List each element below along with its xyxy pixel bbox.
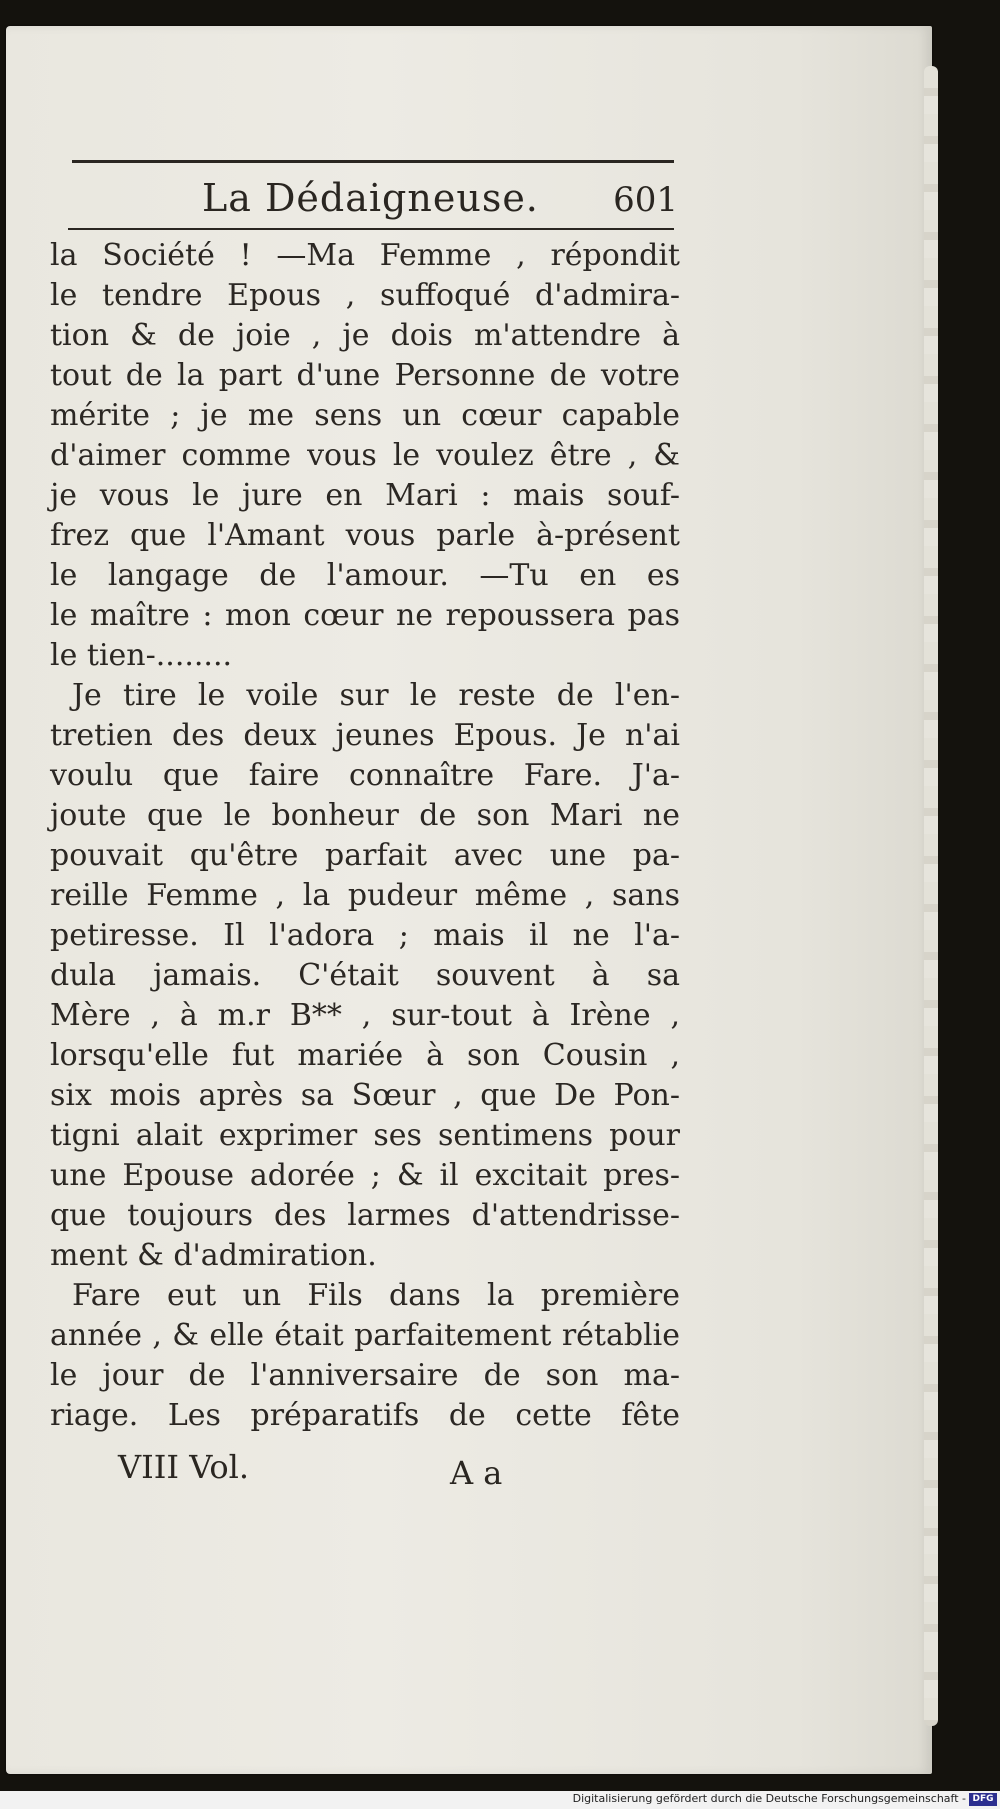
text-line: le jour de l'anniversaire de son ma-: [50, 1358, 680, 1393]
signature-mark: A a: [450, 1454, 503, 1492]
text-line: voulu que faire connaître Fare. J'a-: [50, 758, 680, 793]
text-line: le maître : mon cœur ne repoussera pas: [50, 598, 680, 633]
text-line: tretien des deux jeunes Epous. Je n'ai: [50, 718, 680, 753]
text-line: mérite ; je me sens un cœur capable: [50, 398, 680, 433]
text-line: petiresse. Il l'adora ; mais il ne l'a-: [50, 918, 680, 953]
text-line: tigni alait exprimer ses sentimens pour: [50, 1118, 680, 1153]
text-line: frez que l'Amant vous parle à-présent: [50, 518, 680, 553]
paragraph-start-line: Fare eut un Fils dans la première: [72, 1278, 680, 1313]
text-line: lorsqu'elle fut mariée à son Cousin ,: [50, 1038, 680, 1073]
text-line: Mère , à m.r B** , sur-tout à Irène ,: [50, 998, 680, 1033]
text-line: je vous le jure en Mari : mais souf-: [50, 478, 680, 513]
paragraph-start-line: Je tire le voile sur le reste de l'en-: [72, 678, 680, 713]
text-line: le tendre Epous , suffoqué d'admira-: [50, 278, 680, 313]
header-rule-bottom: [68, 228, 674, 230]
text-line: tout de la part d'une Personne de votre: [50, 358, 680, 393]
text-line: joute que le bonheur de son Mari ne: [50, 798, 680, 833]
text-line: tion & de joie , je dois m'attendre à: [50, 318, 680, 353]
text-line: que toujours des larmes d'attendrisse-: [50, 1198, 680, 1233]
volume-mark: VIII Vol.: [118, 1448, 250, 1486]
text-line: d'aimer comme vous le voulez être , &: [50, 438, 680, 473]
digitization-credit-bar: [0, 1791, 1000, 1809]
dfg-logo-icon: DFG: [969, 1793, 997, 1806]
text-line: ment & d'admiration.: [50, 1238, 377, 1273]
body-text: [50, 236, 680, 1436]
header-rule-top: [72, 160, 674, 163]
text-line: la Société ! —Ma Femme , répondit: [50, 238, 680, 273]
text-line: le tien-........: [50, 638, 233, 673]
text-line: reille Femme , la pudeur même , sans: [50, 878, 680, 913]
text-line: riage. Les préparatifs de cette fête: [50, 1398, 680, 1433]
text-line: année , & elle était parfaitement rétablie: [50, 1318, 680, 1353]
text-line: le langage de l'amour. —Tu en es: [50, 558, 680, 593]
running-title: La Dédaigneuse.: [202, 176, 539, 220]
credit-text: Digitalisierung gefördert durch die Deutsche Forschungsgemeinschaft -: [572, 1792, 966, 1805]
text-line: pouvait qu'être parfait avec une pa-: [50, 838, 680, 873]
text-line: une Epouse adorée ; & il excitait pres-: [50, 1158, 680, 1193]
text-line: six mois après sa Sœur , que De Pon-: [50, 1078, 680, 1113]
page-header: [72, 170, 678, 226]
page-footer: [118, 1448, 538, 1492]
page-number: 601: [613, 180, 678, 220]
text-line: dula jamais. C'était souvent à sa: [50, 958, 680, 993]
